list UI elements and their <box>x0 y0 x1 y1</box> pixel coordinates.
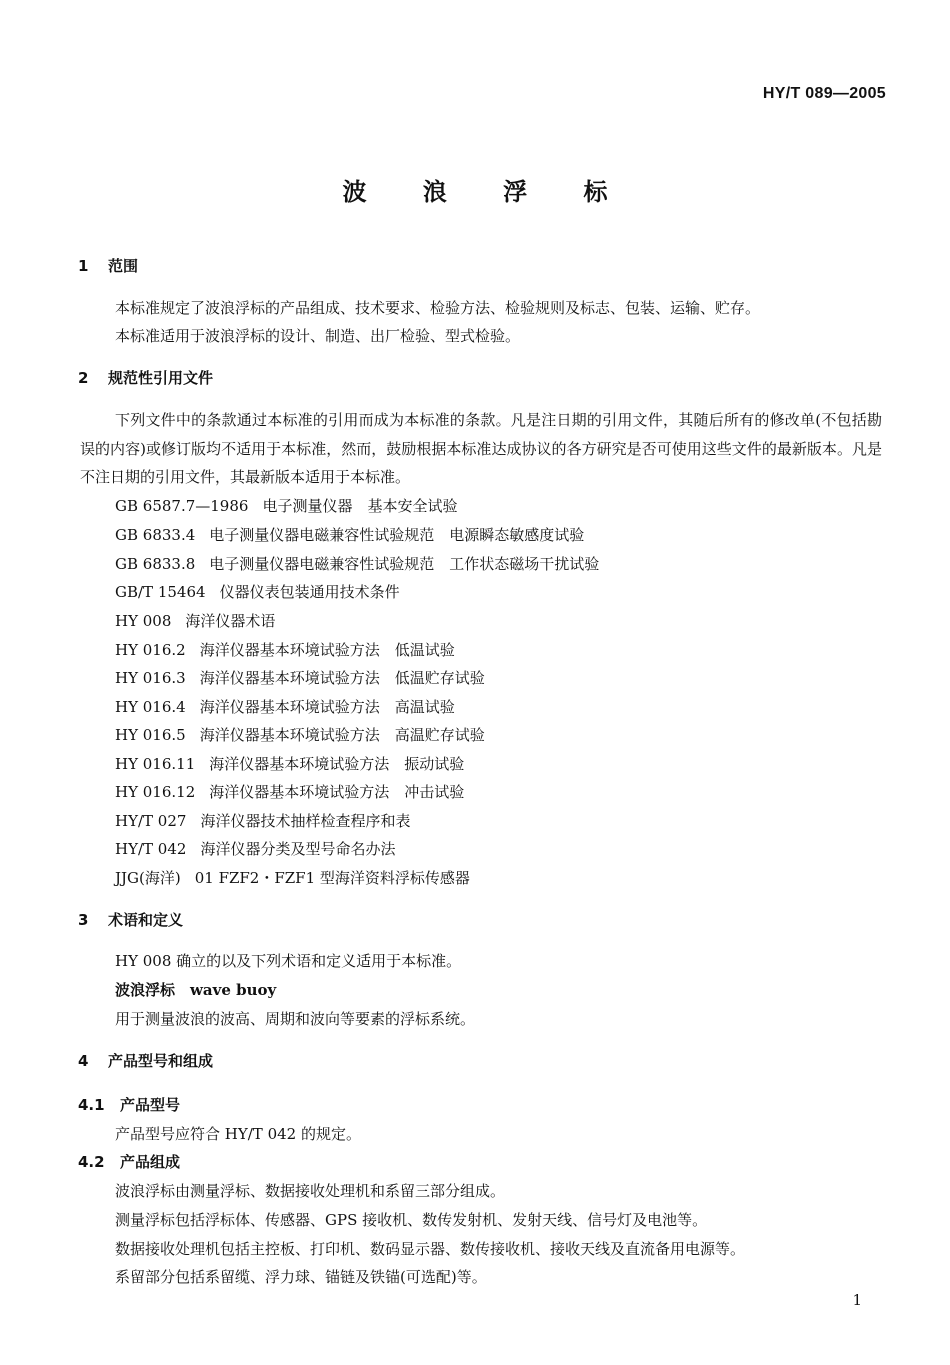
subsection-4-1-line-1: 产品型号应符合 HY/T 042 的规定。 <box>115 1125 361 1143</box>
standard-code: HY/T 089—2005 <box>762 85 886 102</box>
reference-item <box>115 696 455 717</box>
reference-code: HY 016.4 <box>115 698 186 716</box>
reference-code: HY 016.3 <box>115 669 186 687</box>
section-2-intro: 下列文件中的条款通过本标准的引用而成为本标准的条款。凡是注日期的引用文件，其随后所有的修改单(不包括勘误的内容)或修订版均不适用于本标准，然而，鼓励根据本标准达成协议的各方研究是否可使用这些文件的最新版本。凡是不注日期的引用文件，其最新版本适用于本标准。 <box>80 411 882 486</box>
reference-title: 海洋仪器基本环境试验方法 冲击试验 <box>209 783 465 801</box>
reference-title: 海洋仪器基本环境试验方法 高温贮存试验 <box>199 726 485 744</box>
subsection-4-1-heading <box>78 1094 180 1115</box>
section-1-line-1: 本标准规定了波浪浮标的产品组成、技术要求、检验方法、检验规则及标志、包装、运输、贮存。 <box>115 299 761 317</box>
reference-item <box>115 610 275 631</box>
section-title: 产品型号和组成 <box>108 1052 214 1070</box>
page-title: 波 浪 浮 标 <box>342 178 632 206</box>
reference-code: GB 6833.4 <box>115 526 196 544</box>
reference-item <box>115 667 485 688</box>
reference-title: 海洋仪器技术抽样检查程序和表 <box>200 812 411 830</box>
section-number: 4 <box>78 1052 89 1070</box>
section-3-line-1: HY 008 确立的以及下列术语和定义适用于本标准。 <box>115 952 462 970</box>
reference-code: HY/T 027 <box>115 812 187 830</box>
reference-title: 海洋仪器基本环境试验方法 低温贮存试验 <box>199 669 485 687</box>
section-title: 术语和定义 <box>108 911 184 929</box>
reference-item <box>115 810 410 831</box>
reference-title: 海洋仪器基本环境试验方法 低温试验 <box>199 641 455 659</box>
subsection-title: 产品型号 <box>120 1096 181 1114</box>
section-1-line-2: 本标准适用于波浪浮标的设计、制造、出厂检验、型式检验。 <box>115 327 521 345</box>
reference-title: 01 FZF2・FZF1 型海洋资料浮标传感器 <box>194 869 470 887</box>
reference-title: 海洋仪器基本环境试验方法 振动试验 <box>209 755 465 773</box>
subsection-4-2-line-2: 测量浮标包括浮标体、传感器、GPS 接收机、数传发射机、发射天线、信号灯及电池等。 <box>115 1211 708 1229</box>
subsection-title: 产品组成 <box>120 1153 181 1171</box>
term-entry: 波浪浮标 wave buoy <box>115 981 277 999</box>
term-definition: 用于测量波浪的波高、周期和波向等要素的浮标系统。 <box>115 1010 476 1028</box>
reference-item <box>115 553 599 574</box>
section-1-heading <box>78 255 138 276</box>
section-number: 1 <box>78 257 89 275</box>
reference-code: HY/T 042 <box>115 840 187 858</box>
reference-item <box>115 495 457 516</box>
reference-item <box>115 867 470 888</box>
section-3-heading <box>78 909 183 930</box>
reference-item <box>115 524 584 545</box>
section-2-heading <box>78 367 213 388</box>
subsection-4-2-line-4: 系留部分包括系留缆、浮力球、锚链及铁锚(可选配)等。 <box>115 1268 487 1286</box>
section-number: 2 <box>78 369 89 387</box>
reference-title: 电子测量仪器电磁兼容性试验规范 工作状态磁场干扰试验 <box>209 555 600 573</box>
page-number: 1 <box>852 1291 862 1309</box>
reference-code: HY 016.2 <box>115 641 186 659</box>
reference-code: GB/T 15464 <box>115 583 206 601</box>
reference-code: HY 008 <box>115 612 172 630</box>
reference-title: 海洋仪器分类及型号命名办法 <box>200 840 396 858</box>
subsection-number: 4.2 <box>78 1153 105 1171</box>
reference-item <box>115 753 464 774</box>
subsection-4-2-line-1: 波浪浮标由测量浮标、数据接收处理机和系留三部分组成。 <box>115 1182 506 1200</box>
reference-code: HY 016.5 <box>115 726 186 744</box>
reference-title: 电子测量仪器 基本安全试验 <box>262 497 458 515</box>
reference-item <box>115 581 400 602</box>
reference-title: 海洋仪器术语 <box>185 612 276 630</box>
reference-title: 仪器仪表包装通用技术条件 <box>219 583 400 601</box>
reference-item <box>115 639 455 660</box>
subsection-4-2-line-3: 数据接收处理机包括主控板、打印机、数码显示器、数传接收机、接收天线及直流备用电源等。 <box>115 1240 746 1258</box>
section-title: 规范性引用文件 <box>108 369 214 387</box>
reference-item <box>115 838 395 859</box>
reference-code: GB 6587.7—1986 <box>115 497 249 515</box>
section-4-heading <box>78 1050 213 1071</box>
reference-code: HY 016.11 <box>115 755 196 773</box>
reference-item <box>115 781 464 802</box>
reference-item <box>115 724 485 745</box>
section-number: 3 <box>78 911 89 929</box>
reference-title: 海洋仪器基本环境试验方法 高温试验 <box>199 698 455 716</box>
reference-title: 电子测量仪器电磁兼容性试验规范 电源瞬态敏感度试验 <box>209 526 585 544</box>
subsection-number: 4.1 <box>78 1096 105 1114</box>
reference-code: GB 6833.8 <box>115 555 196 573</box>
reference-code: HY 016.12 <box>115 783 196 801</box>
section-title: 范围 <box>108 257 139 275</box>
reference-code: JJG(海洋) <box>115 869 181 887</box>
subsection-4-2-heading <box>78 1151 180 1172</box>
